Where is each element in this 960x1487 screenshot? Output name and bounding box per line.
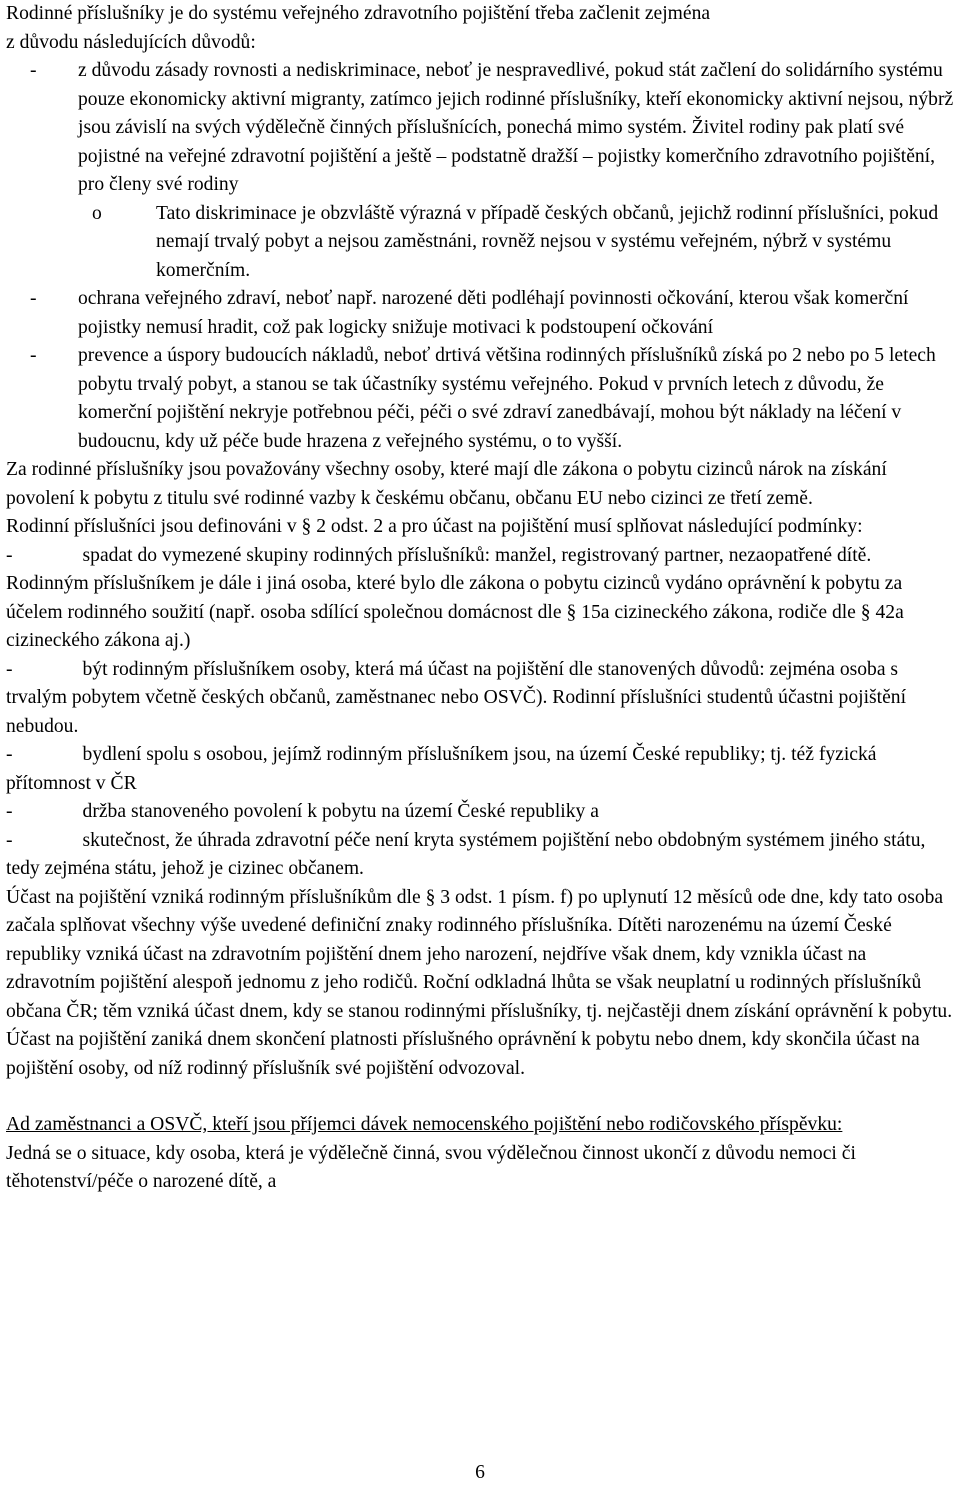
reason-item <box>6 342 956 456</box>
condition-text: spadat do vymezené skupiny rodinných příslušníků: manžel, registrovaný partner, nezaopatřené dítě. Rodinným příslušníkem je dále i jiná osoba, které bylo dle zákona o pobytu cizinců vydáno oprávnění k pobytu za účelem rodinného soužití (např. osoba sdílící společnou domácnost dle § 15a cizineckého zákona, rodiče dle § 42a cizineckého zákona aj.) <box>6 544 904 651</box>
paragraph-participation: Účast na pojištění vzniká rodinným příslušníkům dle § 3 odst. 1 písm. f) po uplynutí 12 měsíců ode dne, kdy tato osoba začala splňovat všechny výše uvedené definiční znaky rodinného příslušníka. Dítěti narozenému na území České republiky vzniká účast na zdravotním pojištění dnem jeho narození, nejdříve však dnem, kdy vznikla účast na zdravotním pojištění alespoň jednomu z jeho rodičů. Roční odkladná lhůta se však neuplatní u rodinných příslušníků občana ČR; těm vzniká účast dnem, kdy se stanou rodinnými příslušníky, tj. nejčastěji dnem získání oprávnění k pobytu. Účast na pojištění zaniká dnem skončení platnosti příslušného oprávnění k pobytu nebo dnem, kdy skončila účast na pojištění osoby, od níž rodinný příslušník své pojištění odvozoval. <box>6 886 953 1079</box>
condition-item <box>6 827 956 884</box>
reason-text: z důvodu zásady rovnosti a nediskriminace, neboť je nespravedlivé, pokud stát začlení do solidárního systému pouze ekonomicky aktivní migranty, zatímco jejich rodinné příslušníky, kteří ekonomicky aktivní nejsou, nýbrž jsou závislí na svých výdělečně činných příslušnících, ponechá mimo systém. Živitel rodiny pak platí své pojistné na veřejné zdravotní pojištění a ještě – podstatně dražší – pojistky komerčního zdravotního pojištění, pro členy své rodiny <box>78 60 954 195</box>
list-dash: - <box>6 744 13 765</box>
intro-line-2: z důvodu následujících důvodů: <box>6 31 256 53</box>
condition-text: držba stanoveného povolení k pobytu na území České republiky a <box>82 801 599 822</box>
condition-item <box>6 798 956 827</box>
document-page <box>6 0 956 1197</box>
intro-line-1: Rodinné příslušníky je do systému veřejného zdravotního pojištění třeba začlenit zejména <box>6 3 711 24</box>
reason-item <box>6 285 956 342</box>
sub-reason-item <box>78 200 956 286</box>
list-bullet-o: o <box>92 202 102 224</box>
paragraph-final: Jedná se o situace, kdy osoba, která je výdělečně činná, svou výdělečnou činnost ukončí z důvodu nemoci či těhotenství/péče o narozené dítě, a <box>6 1142 856 1192</box>
reason-item <box>6 57 956 200</box>
list-dash: - <box>30 288 37 309</box>
list-dash: - <box>6 801 13 822</box>
condition-text: skutečnost, že úhrada zdravotní péče není kryta systémem pojištění nebo obdobným systémem jiného státu, tedy zejména státu, jehož je cizinec občanem. <box>6 829 926 879</box>
section-heading: Ad zaměstnanci a OSVČ, kteří jsou příjemci dávek nemocenského pojištění nebo rodičovského příspěvku: <box>6 1114 843 1135</box>
list-dash: - <box>30 345 37 366</box>
page-number: 6 <box>475 1462 485 1483</box>
condition-item <box>6 656 956 742</box>
list-dash: - <box>30 60 37 81</box>
spacer <box>6 1083 956 1111</box>
paragraph-definition: Rodinní příslušníci jsou definováni v § 2 odst. 2 a pro účast na pojištění musí splňovat následující podmínky: <box>6 516 863 537</box>
reason-text: ochrana veřejného zdraví, neboť např. narozené děti podléhají povinnosti očkování, kterou však komerční pojistky nemusí hradit, což pak logicky snižuje motivaci k podstoupení očkování <box>78 288 909 338</box>
list-dash: - <box>6 658 13 680</box>
list-dash: - <box>6 829 13 851</box>
list-dash: - <box>6 544 13 566</box>
condition-text: být rodinným příslušníkem osoby, která má účast na pojištění dle stanovených důvodů: zejména osoba s trvalým pobytem včetně českých občanů, zaměstnanec nebo OSVČ). Rodinní příslušníci studentů účastni pojištění nebudou. <box>6 658 907 737</box>
paragraph-family-members: Za rodinné příslušníky jsou považovány všechny osoby, které mají dle zákona o pobytu cizinců nárok na získání povolení k pobytu z titulu své rodinné vazby k českému občanu, občanu EU nebo cizinci ze třetí země. <box>6 459 887 509</box>
sub-reason-text: Tato diskriminace je obzvláště výrazná v případě českých občanů, jejichž rodinní příslušníci, pokud nemají trvalý pobyt a nejsou zaměstnáni, rovněž nejsou v systému veřejném, nýbrž v systému komerčním. <box>156 202 939 281</box>
reason-text: prevence a úspory budoucích nákladů, neboť drtivá většina rodinných příslušníků získá po 2 nebo po 5 letech pobytu trvalý pobyt, a stanou se tak účastníky systému veřejného. Pokud v prvních letech z důvodu, že komerční pojištění nekryje potřebnou péči, péči o své zdraví zanedbávají, mohou být náklady na léčení v budoucnu, kdy už péče bude hrazena z veřejného systému, o to vyšší. <box>78 345 936 452</box>
condition-text: bydlení spolu s osobou, jejímž rodinným příslušníkem jsou, na území České republiky; tj. též fyzická přítomnost v ČR <box>6 744 877 794</box>
condition-item <box>6 542 956 656</box>
condition-item <box>6 741 956 798</box>
